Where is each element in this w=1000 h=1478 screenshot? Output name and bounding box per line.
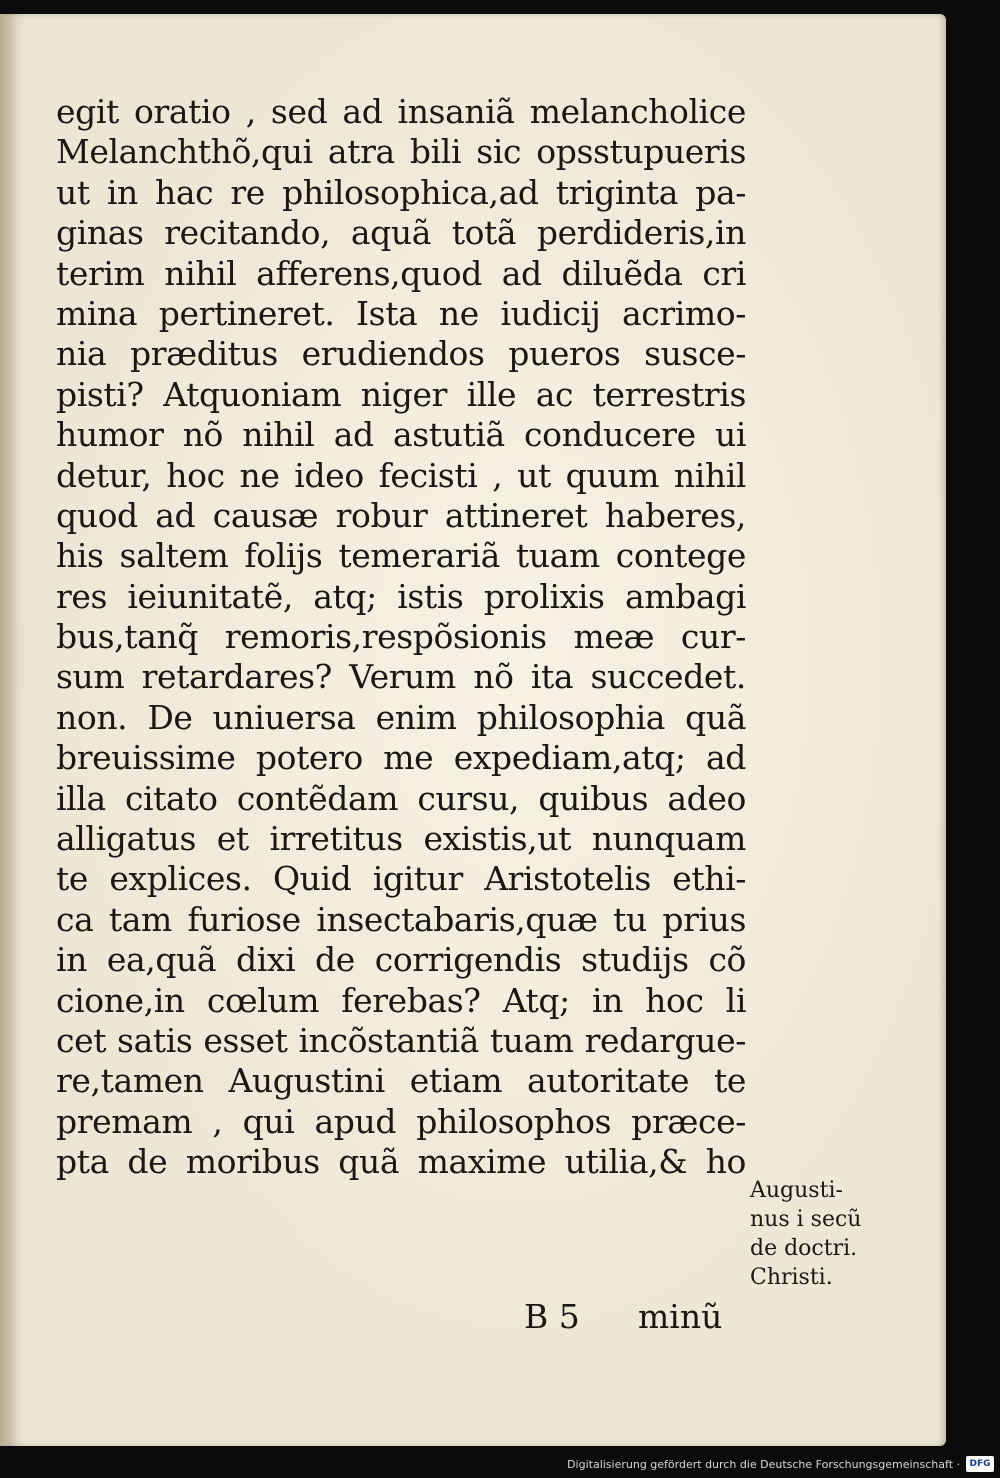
text-line: breuissime potero me expediam,atq; ad bbox=[56, 738, 746, 778]
text-line: cione,in cœlum ferebas? Atq; in hoc li bbox=[56, 980, 746, 1020]
text-line: te explices. Quid igitur Aristotelis ethi- bbox=[56, 859, 746, 899]
text-line: mina pertineret. Ista ne iudicij acrimo- bbox=[56, 293, 746, 333]
signature-mark: B 5 bbox=[524, 1297, 580, 1336]
text-line: ut in hac re philosophica,ad triginta pa- bbox=[56, 172, 746, 212]
text-line: res ieiunitatẽ, atq; istis prolixis ambagi bbox=[56, 576, 746, 616]
footer-credit: Digitalisierung gefördert durch die Deutsche Forschungsgemeinschaft · bbox=[567, 1457, 960, 1471]
digitization-footer bbox=[567, 1452, 994, 1476]
text-line: quod ad causæ robur attineret haberes, bbox=[56, 495, 746, 535]
text-line: Melanchthõ,qui atra bili sic opsstupueris bbox=[56, 132, 746, 172]
text-line: premam , qui apud philosophos præce- bbox=[56, 1101, 746, 1141]
text-line: pisti? Atquoniam niger ille ac terrestris bbox=[56, 374, 746, 414]
text-line: nia præditus erudiendos pueros susce- bbox=[56, 334, 746, 374]
text-line: non. De uniuersa enim philosophia quã bbox=[56, 697, 746, 737]
page-gutter bbox=[0, 14, 18, 1446]
margin-note bbox=[750, 1176, 910, 1292]
margin-note-line: de doctri. bbox=[750, 1236, 858, 1261]
text-line: alligatus et irretitus existis,ut nunquam bbox=[56, 819, 746, 859]
catchword: minũ bbox=[638, 1297, 723, 1336]
text-line: bus,tanq̃ remoris,respõsionis meæ cur- bbox=[56, 617, 746, 657]
signature-line bbox=[56, 1297, 746, 1337]
body-text bbox=[56, 92, 746, 1183]
text-line: cet satis esset incõstantiã tuam redargue- bbox=[56, 1020, 746, 1060]
margin-note-line: nus i secũ bbox=[750, 1207, 862, 1232]
margin-note-line: Augusti- bbox=[750, 1178, 843, 1203]
text-line: his saltem folijs temerariã tuam contege bbox=[56, 536, 746, 576]
text-line: ca tam furiose insectabaris,quæ tu prius bbox=[56, 899, 746, 939]
text-line: illa citato contẽdam cursu, quibus adeo bbox=[56, 778, 746, 818]
text-line: ginas recitando, aquã totã perdideris,in bbox=[56, 213, 746, 253]
text-line: humor nõ nihil ad astutiã conducere ui bbox=[56, 415, 746, 455]
text-line: re,tamen Augustini etiam autoritate te bbox=[56, 1061, 746, 1101]
text-line: in ea,quã dixi de corrigendis studijs cõ bbox=[56, 940, 746, 980]
text-line: terim nihil afferens,quod ad diluẽda cri bbox=[56, 253, 746, 293]
margin-note-line: Christi. bbox=[750, 1265, 833, 1290]
dfg-logo-icon[interactable]: DFG bbox=[966, 1456, 994, 1472]
text-line: detur, hoc ne ideo fecisti , ut quum nihil bbox=[56, 455, 746, 495]
text-line: egit oratio , sed ad insaniã melancholice bbox=[56, 92, 746, 131]
book-page bbox=[0, 14, 946, 1446]
text-line: sum retardares? Verum nõ ita succedet. bbox=[56, 657, 746, 697]
text-line: pta de moribus quã maxime utilia,& ho bbox=[56, 1142, 746, 1182]
